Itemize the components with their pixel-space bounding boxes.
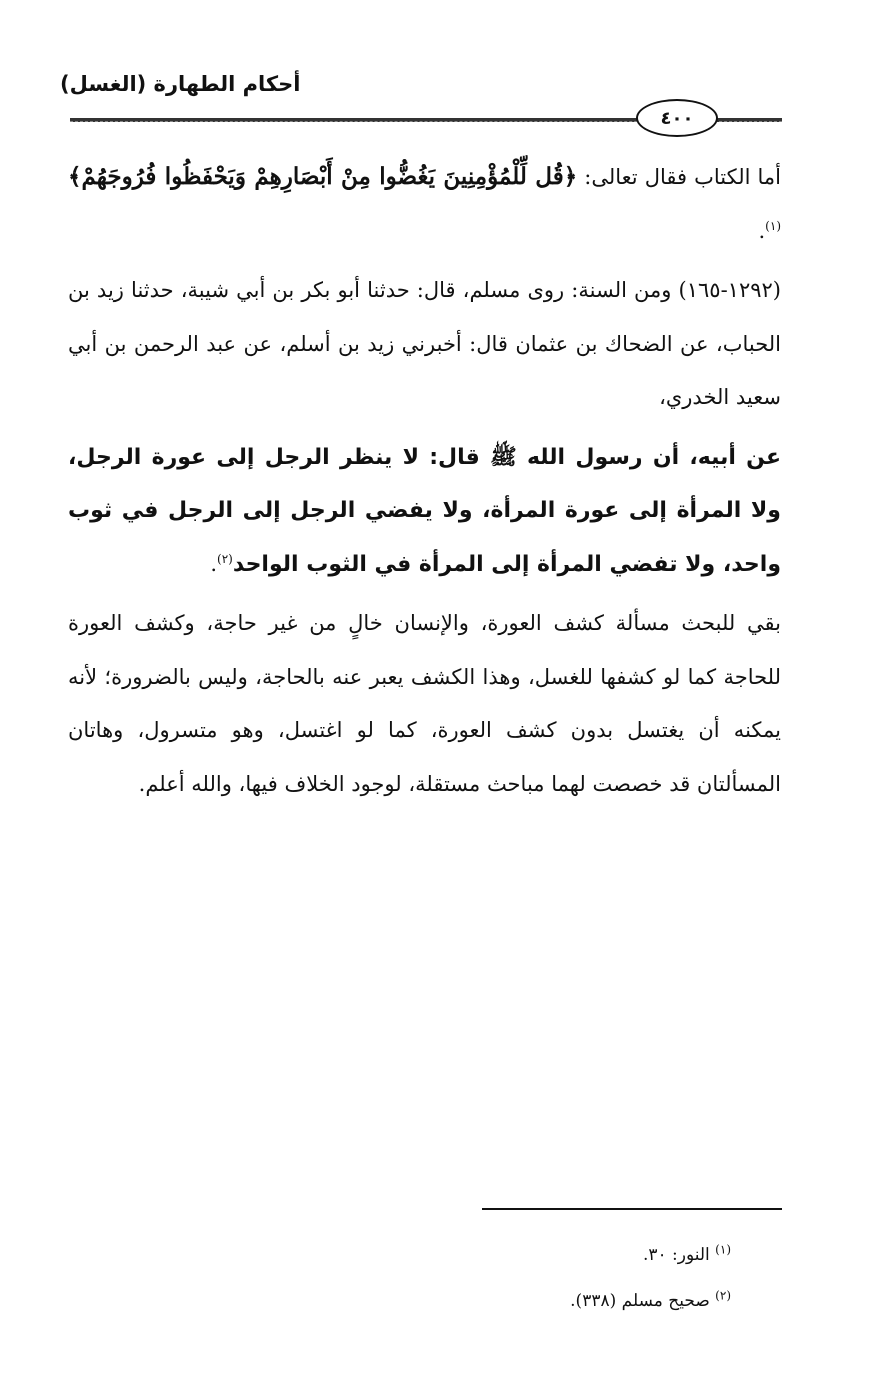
page-number: ٤٠٠ — [660, 107, 694, 129]
paragraph-quran-citation — [68, 150, 781, 258]
verse-intro: أما الكتاب فقال تعالى: — [577, 165, 781, 189]
main-text — [68, 150, 781, 817]
footnote-ref-2: (٢) — [217, 551, 233, 566]
footnote-text: النور: ٣٠. — [642, 1245, 710, 1265]
footnotes — [570, 1232, 731, 1324]
page-number-badge — [636, 99, 718, 137]
hadith-text: عن أبيه، أن رسول الله ﷺ قال: لا ينظر الرجل إلى عورة الرجل، ولا المرأة إلى عورة المرأة، ولا يفضي الرجل إلى الرجل في ثوب واحد، ولا تفضي المرأة إلى المرأة في الثوب الواحد — [68, 444, 781, 577]
footnote-item — [570, 1278, 731, 1324]
paragraph-discussion: بقي للبحث مسألة كشف العورة، والإنسان خالٍ من غير حاجة، وكشف العورة للحاجة كما لو كشفها للغسل، وهذا الكشف يعبر عنه بالحاجة، وليس بالضرورة؛ لأنه يمكنه أن يغتسل بدون كشف العورة، كما لو اغتسل، وهو متسرول، وهاتان المسألتان قد خصصت لهما مباحث مستقلة، لوجود الخلاف فيها، والله أعلم. — [68, 611, 781, 796]
footnote-text: صحيح مسلم (٣٣٨). — [570, 1291, 710, 1311]
running-header-title: أحكام الطهارة (الغسل) — [60, 72, 301, 96]
quran-verse: ﴿قُل لِّلْمُؤْمِنِينَ يَغُضُّوا مِنْ أَبْصَارِهِمْ وَيَحْفَظُوا فُرُوجَهُمْ﴾ — [68, 163, 578, 190]
paragraph-hadith — [68, 431, 781, 592]
hadith-end: . — [210, 551, 218, 576]
footnote-separator — [482, 1208, 782, 1210]
paragraph-isnad: (١٢٩٢-١٦٥) ومن السنة: روى مسلم، قال: حدثنا أبو بكر بن أبي شيبة، حدثنا زيد بن الحباب، عن الضحاك بن عثمان قال: أخبرني زيد بن أسلم، عن عبد الرحمن بن أبي سعيد الخدري، — [68, 278, 781, 409]
footnote-ref-1: (١) — [765, 218, 781, 233]
footnote-number: (١) — [715, 1242, 731, 1257]
verse-end: . — [758, 218, 766, 243]
footnote-number: (٢) — [715, 1288, 731, 1303]
footnote-item — [570, 1232, 731, 1278]
